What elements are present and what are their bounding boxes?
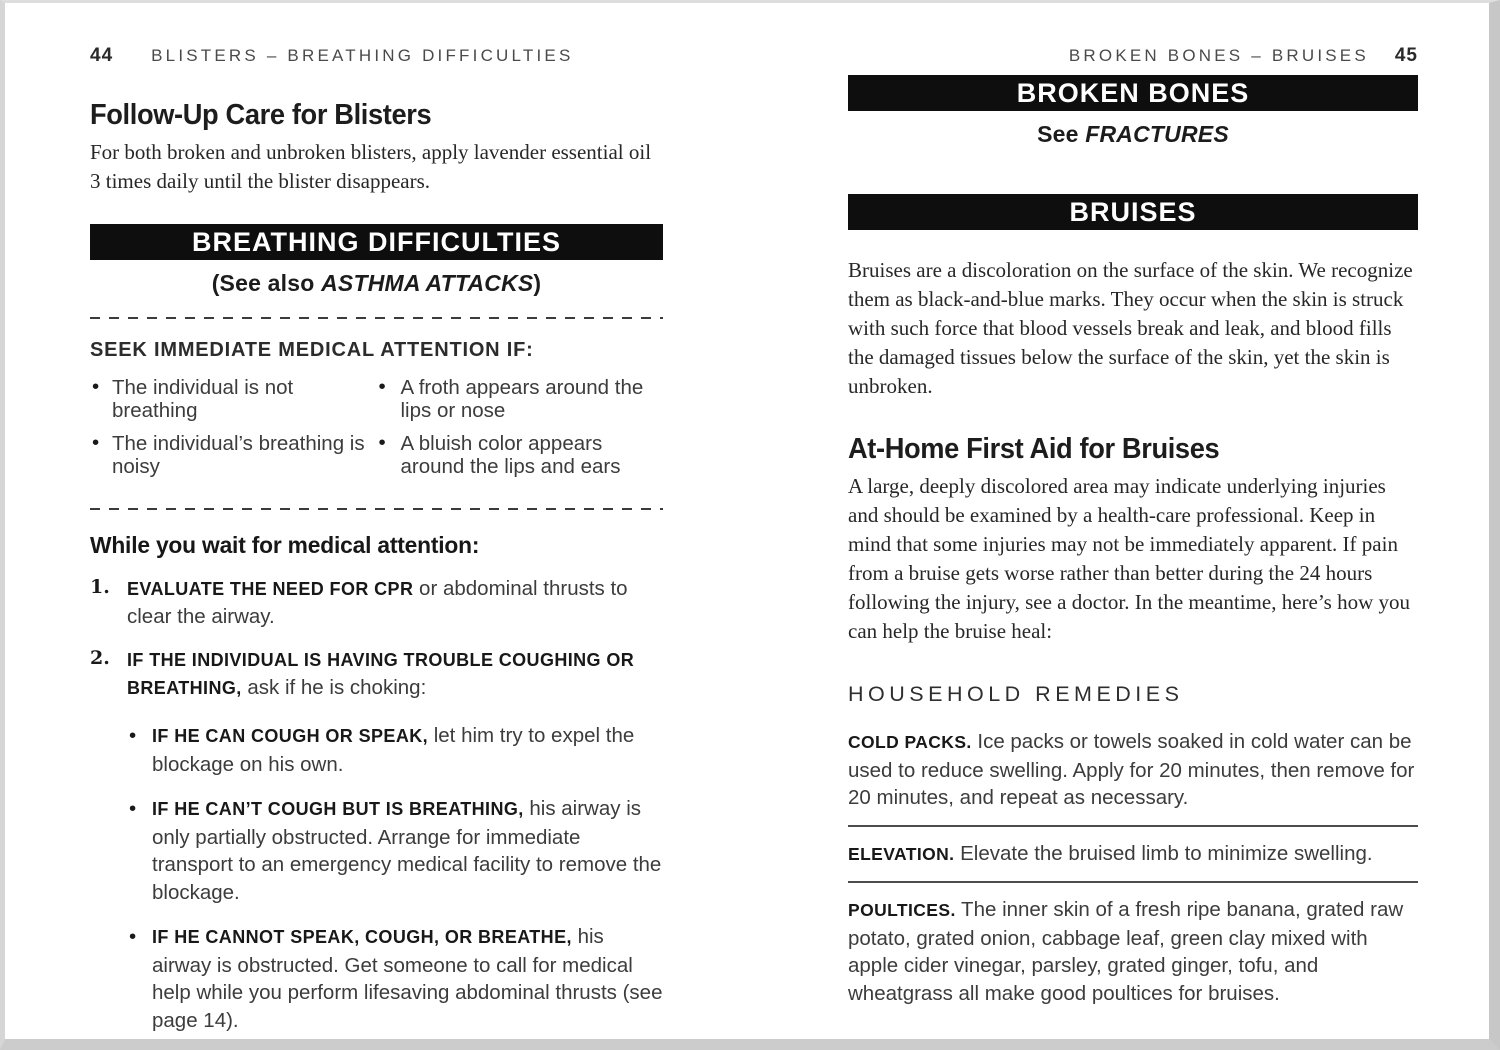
step-item-1 [90,575,663,630]
see-also-prefix: (See also [211,270,322,296]
broken-bones-banner: BROKEN BONES [848,75,1418,111]
remedy-text: Elevate the bruised limb to minimize swelling. [954,841,1373,865]
page-number-right: 45 [1394,45,1418,66]
broken-bones-section [848,75,1418,148]
see-term: FRACTURES [1085,121,1229,147]
symptom-item [90,432,377,478]
symptom-text: A froth appears around the lips or nose [400,376,644,422]
remedy-lead-in: COLD PACKS. [848,732,972,752]
bullet-icon: • [92,431,100,454]
symptom-column-2 [377,376,664,488]
dashed-divider-top [90,317,663,319]
remedies-list [848,715,1418,1020]
seek-attention-heading: SEEK IMMEDIATE MEDICAL ATTENTION IF: [90,339,534,361]
running-head-right [848,45,1418,67]
symptom-text: The individual’s breathing is noisy [112,432,365,478]
page-44 [90,45,663,1050]
wait-for-attention-heading: While you wait for medical attention: [90,532,480,558]
step-text [127,646,663,702]
breathing-difficulties-section [90,224,663,1034]
blisters-section [90,99,663,196]
bullet-icon: • [378,431,386,454]
symptom-text: A bluish color appears around the lips and ears [400,432,621,478]
remedy-lead-in: ELEVATION. [848,843,955,864]
step-text [127,575,663,630]
remedy-text: Ice packs or towels soaked in cold water can be used to reduce swelling. Apply for 20 minutes, then remove for 20 minutes, and repeat as necessary. [848,730,1415,809]
at-home-first-aid-heading: At-Home First Aid for Bruises [848,433,1220,465]
remedy-text: The inner skin of a fresh ripe banana, grated raw potato, grated onion, cabbage leaf, green clay mixed with apple cider vinegar, parsley, grated ginger, tofu, and wheatgrass all make good poultices for bruises. [848,898,1404,1005]
option-lead-in: IF HE CAN COUGH OR SPEAK, [152,726,429,746]
running-head-title-left: BLISTERS – BREATHING DIFFICULTIES [151,46,574,65]
wait-steps-list [90,575,663,702]
bullet-icon: • [129,925,137,948]
blisters-followup-body: For both broken and unbroken blisters, apply lavender essential oil 3 times daily until the blister disappears. [90,140,652,193]
see-also-term: ASTHMA ATTACKS [321,270,534,296]
remedy-cold-packs [848,715,1418,827]
choking-option-3 [128,923,663,1034]
see-prefix: See [1037,121,1086,147]
step-lead-in: EVALUATE THE NEED FOR CPR [127,579,414,599]
step-number: 1. [90,576,110,598]
bruises-intro-paragraph: Bruises are a discoloration on the surface of the skin. We recognize them as black-and-blue marks. They occur when the skin is struck with such force that blood vessels break and leak, and blood fills the damaged tissues below the surface of the skin, yet the skin is unbroken. [848,258,1413,398]
running-head-title-right: BROKEN BONES – BRUISES [1068,46,1369,65]
symptom-text: The individual is not breathing [112,376,294,422]
step-number: 2. [90,647,110,669]
remedy-lead-in: POULTICES. [848,900,956,920]
bullet-icon: • [378,375,386,398]
option-lead-in: IF HE CANNOT SPEAK, COUGH, OR BREATHE, [152,927,572,947]
see-fractures-crossref [848,121,1418,148]
page-number-left: 44 [90,45,114,66]
symptom-item [90,376,377,422]
see-also-asthma [90,270,663,297]
bullet-icon: • [129,724,137,747]
symptom-item [377,376,664,422]
option-lead-in: IF HE CAN’T COUGH BUT IS BREATHING, [152,799,524,819]
remedy-poultices [848,883,1418,1020]
step-item-2 [90,646,663,702]
dashed-divider-bottom [90,508,663,510]
bullet-icon: • [92,375,100,398]
symptom-item [377,432,664,478]
household-remedies-heading: HOUSEHOLD REMEDIES [848,682,1184,706]
option-text: his airway is obstructed. Get someone to call for medical help while you perform lifesaving abdominal thrusts (see page 14). [152,925,663,1032]
symptom-column-1 [90,376,377,488]
two-page-spread [5,3,1489,1050]
bruises-section [848,194,1418,1020]
option-text: his airway is only partially obstructed. Arrange for immediate transport to an emergency medical facility to remove the blockage. [152,797,662,904]
remedy-elevation [848,827,1418,884]
choking-option-1 [128,722,663,778]
bruises-banner: BRUISES [848,194,1418,230]
symptom-columns [90,376,663,488]
breathing-difficulties-banner: BREATHING DIFFICULTIES [90,224,663,260]
see-also-suffix: ) [533,270,542,296]
step-lead-in: IF THE INDIVIDUAL IS HAVING TROUBLE COUGHING OR BREATHING, [127,650,635,698]
bullet-icon: • [129,797,137,820]
choking-options-list [128,722,663,1034]
page-45 [848,45,1418,1050]
step-continuation: ask if he is choking: [241,676,427,699]
blisters-followup-heading: Follow-Up Care for Blisters [90,99,432,131]
running-head-left [90,45,663,67]
at-home-first-aid-body: A large, deeply discolored area may indicate underlying injuries and should be examined by a health-care professional. Keep in mind that some injuries may not be immediately apparent. If pain from a bruise gets worse rather than better during the 24 hours following the injury, see a doctor. In the meantime, here’s how you can help the bruise heal: [848,474,1410,643]
option-text: let him try to expel the blockage on his own. [152,724,635,776]
step-continuation: or abdominal thrusts to clear the airway. [127,577,628,628]
choking-option-2 [128,795,663,906]
